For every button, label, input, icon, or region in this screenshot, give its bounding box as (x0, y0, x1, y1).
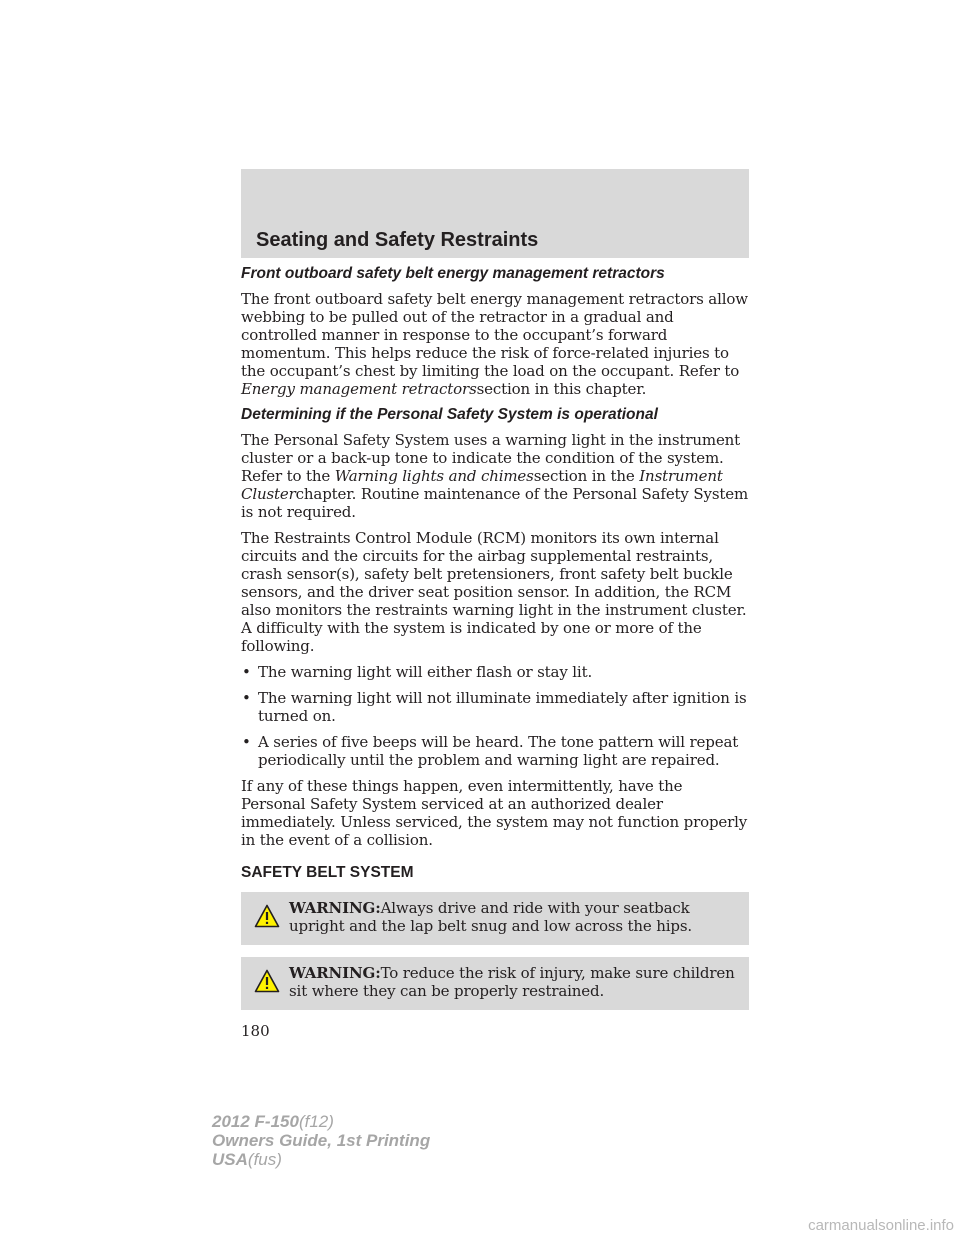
cross-reference: Energy management retractors (241, 380, 477, 398)
pss-paragraph-2: The Restraints Control Module (RCM) monitors its own internal circuits and the circuits for the airbag supplemental restraints, crash sensor(s), safety belt pretensioners, front safety belt buckle sensors, and the driver seat position sensor. In addition, the RCM also monitors the restraints warning light in the instrument cluster. A difficulty with the system is indicated by one or more of the following. (241, 529, 747, 655)
bullet-icon: • (242, 689, 251, 707)
footer-line-printing: Owners Guide, 1st Printing (212, 1131, 431, 1150)
warning-text: Always drive and ride with your seatback upright and the lap belt snug and low across the hips. (289, 899, 693, 935)
warning-triangle-icon (254, 904, 280, 928)
section-header-bar (241, 169, 749, 258)
retractors-paragraph: The front outboard safety belt energy management retractors allow webbing to be pulled out of the retractor in a gradual and controlled manner in response to the occupant’s forward momentum. This helps reduce the risk of force-related injuries to the occupant’s chest by limiting the load on the occupant. Refer to Energy management retractorssection in this chapter. (241, 290, 748, 398)
document-footer (212, 1112, 430, 1169)
cross-reference: Instrument Cluster (241, 467, 723, 503)
warning-label: WARNING: (289, 964, 381, 982)
cross-reference: Warning lights and chimes (334, 467, 534, 485)
retractors-heading: Front outboard safety belt energy management retractors (241, 265, 665, 282)
pss-paragraph-3: If any of these things happen, even intermittently, have the Personal Safety System serviced at an authorized dealer immediately. Unless serviced, the system may not function properly in the event of a collision. (241, 777, 748, 849)
safety-belt-system-heading: SAFETY BELT SYSTEM (241, 864, 414, 881)
footer-line-model: 2012 F-150(f12) (212, 1112, 334, 1131)
bullet-icon: • (242, 663, 251, 681)
warning-label: WARNING: (289, 899, 381, 917)
pss-paragraph-1: The Personal Safety System uses a warning light in the instrument cluster or a back-up tone to indicate the condition of the system. Refer to the Warning lights and chimessection in the Instrument Clusterchapter. Routine maintenance of the Personal Safety System is not required. (241, 431, 749, 521)
warning-box (241, 892, 749, 945)
footer-line-market: USA(fus) (212, 1150, 282, 1169)
warning-box (241, 957, 749, 1010)
bullet-icon: • (242, 733, 251, 751)
warning-text: To reduce the risk of injury, make sure children sit where they can be properly restrained. (289, 964, 735, 1000)
watermark: carmanualsonline.info (808, 1217, 954, 1234)
list-item: • The warning light will not illuminate immediately after ignition is turned on. (242, 689, 747, 725)
page-number: 180 (241, 1022, 270, 1040)
page-content (241, 265, 749, 1040)
section-title: Seating and Safety Restraints (256, 229, 539, 251)
warning-triangle-icon (254, 969, 280, 993)
list-item: • A series of five beeps will be heard. The tone pattern will repeat periodically until the problem and warning light are repaired. (242, 733, 739, 769)
list-item: • The warning light will either flash or stay lit. (242, 663, 593, 681)
pss-heading: Determining if the Personal Safety System is operational (241, 406, 658, 423)
